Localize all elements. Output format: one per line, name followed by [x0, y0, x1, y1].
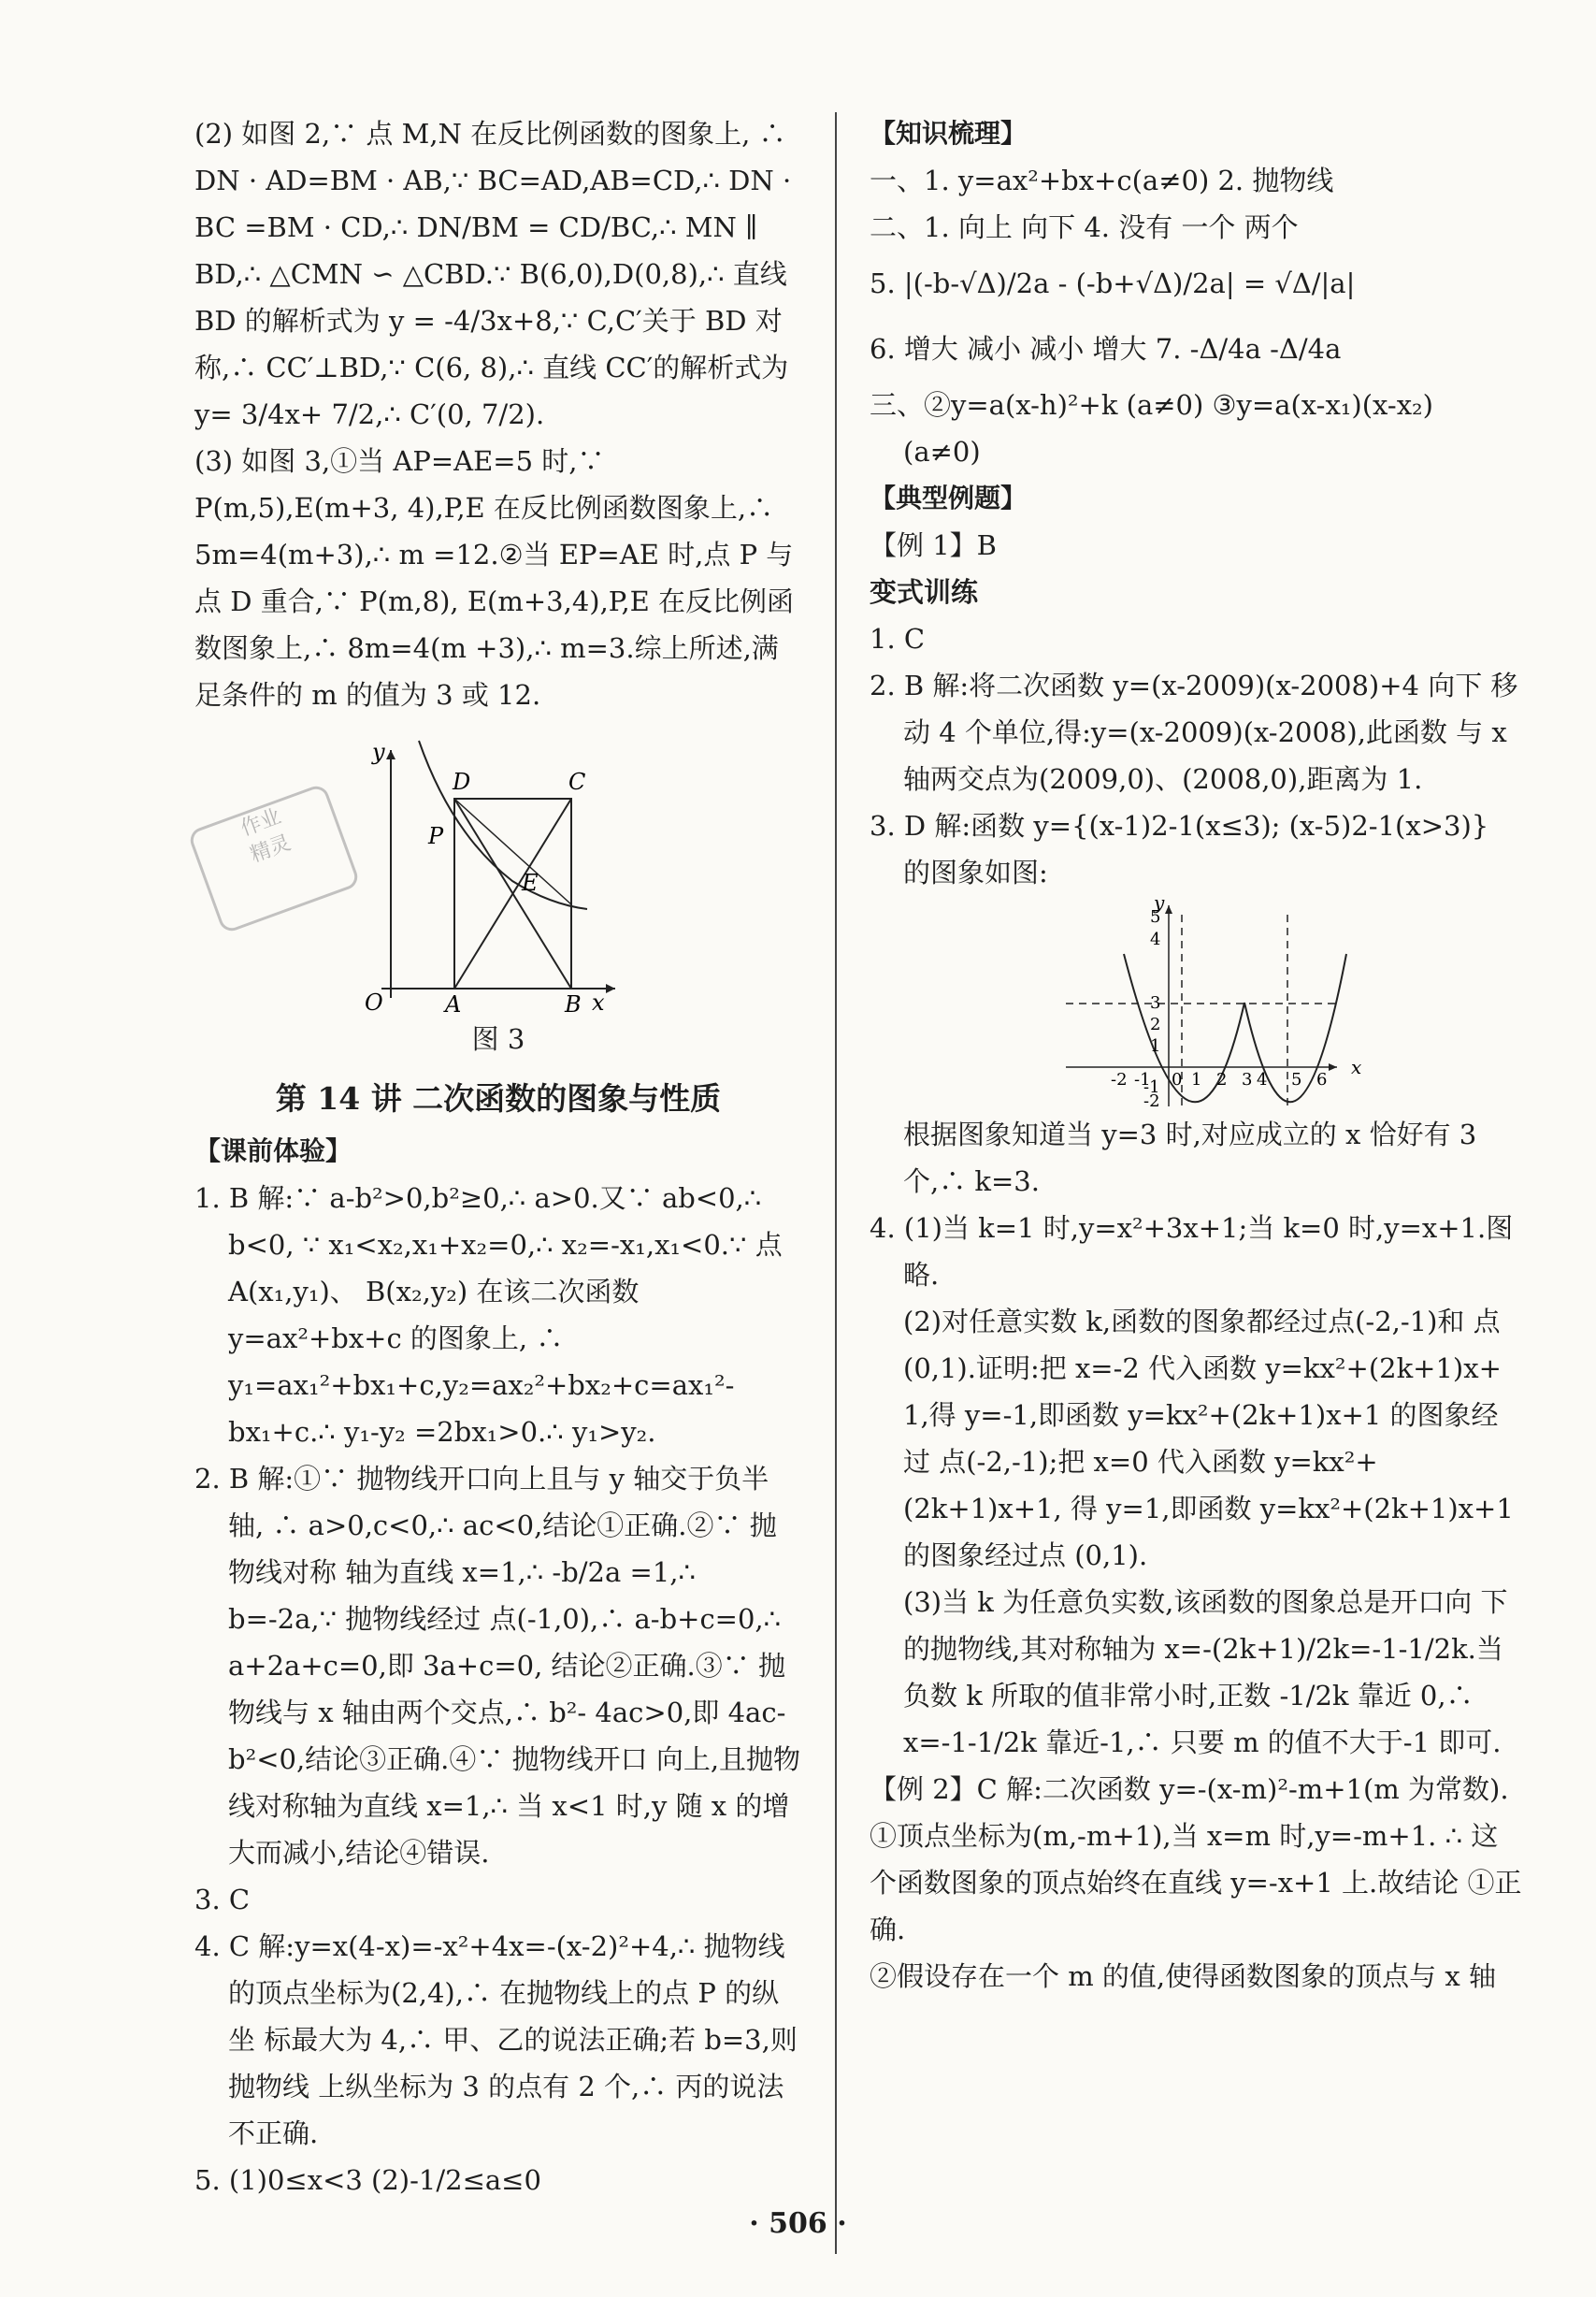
graph-axis-y: y [1154, 896, 1165, 914]
knowledge-2: 二、1. 向上 向下 4. 没有 一个 两个 [870, 211, 1299, 243]
variant-3-conclusion: 根据图象知道当 y=3 时,对应成立的 x 恰好有 3 个,∴ k=3. [903, 1119, 1477, 1197]
example-1: 【例 1】B [870, 529, 997, 561]
tick-y-3: 3 [1150, 993, 1161, 1013]
label-O: O [365, 990, 383, 1012]
tick-y-5: 5 [1150, 907, 1161, 927]
tick-x-6: 6 [1316, 1070, 1328, 1090]
example-2a: 【例 2】C 解:二次函数 y=-(x-m)²-m+1(m 为常数). [870, 1773, 1509, 1805]
variant-4c: (3)当 k 为任意负实数,该函数的图象总是开口向 下的抛物线,其对称轴为 x=-(2k+1)/2k=-1-1/2k.当负数 k 所取的值非常小时,正数 -1/2k 靠近 0,∴ x=-1-1/2k 靠近-1,∴ 只要 m 的值不大于-1 即可. [903, 1586, 1508, 1758]
axis-label-y: y [372, 739, 385, 765]
label-C: C [568, 769, 586, 795]
variant-3-graph [870, 896, 1524, 1111]
label-E: E [522, 870, 539, 896]
variant-3: 3. D 解:函数 y={(x-1)2-1(x≤3); (x-5)2-1(x>3)} 的图象如图: [870, 810, 1489, 888]
tick-y-neg2: -2 [1143, 1091, 1160, 1111]
paragraph-part3: (3) 如图 3,①当 AP=AE=5 时,∵ P(m,5),E(m+3, 4),P,E 在反比例函数图象上,∴ 5m=4(m+3),∴ m =12.②当 EP=AE 时,点 P 与点 D 重合,∵ P(m,8), E(m+3,4),P,E 在反比例函数图象上,∴ 8m=4(m +3),∴ m=3.综上所述,满足条件的 m 的值为 3 或 12. [194, 445, 795, 711]
knowledge-1: 一、1. y=ax²+bx+c(a≠0) 2. 抛物线 [870, 165, 1334, 196]
stamp-text-1: 作业 [237, 804, 285, 842]
section-knowledge: 【知识梳理】 [870, 118, 1028, 149]
label-A: A [445, 991, 462, 1012]
label-P: P [428, 823, 444, 849]
tick-y-neg1: -1 [1143, 1077, 1160, 1097]
tick-y-4: 4 [1150, 930, 1161, 949]
piecewise-graph [870, 896, 1524, 1111]
tick-y-2: 2 [1150, 1015, 1161, 1034]
knowledge-6: 6. 增大 减小 减小 增大 7. -Δ/4a -Δ/4a [870, 333, 1342, 365]
variant-2: 2. B 解:将二次函数 y=(x-2009)(x-2008)+4 向下 移动 4 个单位,得:y=(x-2009)(x-2008),此函数 与 x 轴两交点为(2009,0)、(2008,0),距离为 1. [870, 670, 1518, 795]
tick-y-1: 1 [1150, 1036, 1161, 1056]
tick-x-3: 3 [1242, 1070, 1253, 1090]
tick-x-4: 4 [1257, 1070, 1268, 1090]
page-number: · 506 · [749, 2207, 847, 2240]
axis-label-x: x [592, 990, 605, 1012]
tick-x-2: 2 [1216, 1070, 1228, 1090]
paragraph-part2: (2) 如图 2,∵ 点 M,N 在反比例函数的图象上, ∴ DN · AD=BM · AB,∵ BC=AD,AB=CD,∴ DN · BC =BM · CD,∴ DN/BM = CD/BC,∴ MN ∥ BD,∴ △CMN ∽ △CBD.∵ B(6,0),D(0,8),∴ 直线 BD 的解析式为 y = -4/3x+8,∵ C,C′关于 BD 对称,∴ CC′⊥BD,∵ C(6, 8),∴ 直线 CC′的解析式为 y= 3/4x+ 7/2,∴ C′(0, 7/2). [194, 118, 792, 430]
example-2c: ②假设存在一个 m 的值,使得函数图象的顶点与 x 轴 [870, 1960, 1496, 1992]
column-divider [835, 112, 837, 2254]
knowledge-5: 5. |(-b-√Δ)/2a - (-b+√Δ)/2a| = √Δ/|a| [870, 267, 1356, 299]
graph-axis-x: x [1351, 1056, 1362, 1078]
answer-3: 3. C [194, 1884, 251, 1915]
knowledge-3b: (a≠0) [903, 436, 981, 468]
tick-x-1: 1 [1191, 1070, 1202, 1090]
right-column [870, 110, 1524, 2000]
tick-x-5: 5 [1291, 1070, 1302, 1090]
answer-5: 5. (1)0≤x<3 (2)-1/2≤a≤0 [194, 2164, 541, 2196]
tick-x-neg2: -2 [1111, 1070, 1128, 1090]
stamp-text-2: 精灵 [247, 831, 295, 868]
label-D: D [453, 769, 471, 795]
left-column [194, 110, 802, 2203]
tick-x-neg1: -1 [1134, 1070, 1151, 1090]
variant-training: 变式训练 [870, 576, 979, 608]
variant-1: 1. C [870, 623, 926, 655]
variant-4a: 4. (1)当 k=1 时,y=x²+3x+1;当 k=0 时,y=x+1.图略. [870, 1212, 1514, 1291]
variant-4b: (2)对任意实数 k,函数的图象都经过点(-2,-1)和 点(0,1).证明:把 x=-2 代入函数 y=kx²+(2k+1)x+ 1,得 y=-1,即函数 y=kx²+(2k+1)x+1 的图象经过 点(-2,-1);把 x=0 代入函数 y=kx²+(2k+1)x+1, 得 y=1,即函数 y=kx²+(2k+1)x+1 的图象经过点 (0,1). [903, 1306, 1514, 1571]
example-2b: ①顶点坐标为(m,-m+1),当 x=m 时,y=-m+1. ∴ 这个函数图象的顶点始终在直线 y=-x+1 上.故结论 ①正确. [870, 1820, 1522, 1945]
section-examples: 【典型例题】 [870, 483, 1028, 513]
lecture-title: 第 14 讲 二次函数的图象与性质 [275, 1080, 722, 1117]
label-B: B [565, 991, 582, 1012]
figure-3-caption: 图 3 [471, 1023, 525, 1055]
answer-1: 1. B 解:∵ a-b²>0,b²≥0,∴ a>0.又∵ ab<0,∴ b<0, ∵ x₁<x₂,x₁+x₂=0,∴ x₂=-x₁,x₁<0.∵ 点 A(x₁,y₁)、 B(x₂,y₂) 在该二次函数 y=ax²+bx+c 的图象上, ∴ y₁=ax₁²+bx₁+c,y₂=ax₂²+bx₂+c=ax₁²-bx₁+c.∴ y₁-y₂ =2bx₁>0.∴ y₁>y₂. [194, 1182, 783, 1448]
knowledge-3a: 三、②y=a(x-h)²+k (a≠0) ③y=a(x-x₁)(x-x₂) [870, 389, 1433, 421]
tick-x-0: 0 [1172, 1070, 1183, 1090]
section-pre-experience: 【课前体验】 [194, 1135, 352, 1166]
answer-2: 2. B 解:①∵ 抛物线开口向上且与 y 轴交于负半轴, ∴ a>0,c<0,∴ ac<0,结论①正确.②∵ 抛物线对称 轴为直线 x=1,∴ -b/2a =1,∴ b=-2a,∵ 抛物线经过 点(-1,0),∴ a-b+c=0,∴ a+2a+c=0,即 3a+c=0, 结论②正确.③∵ 抛物线与 x 轴由两个交点,∴ b²- 4ac>0,即 4ac-b²<0,结论③正确.④∵ 抛物线开口 向上,且抛物线对称轴为直线 x=1,∴ 当 x<1 时,y 随 x 的增大而减小,结论④错误. [194, 1463, 801, 1869]
answer-4: 4. C 解:y=x(4-x)=-x²+4x=-(x-2)²+4,∴ 抛物线 的顶点坐标为(2,4),∴ 在抛物线上的点 P 的纵坐 标最大为 4,∴ 甲、乙的说法正确;若 b=3,则抛物线 上纵坐标为 3 的点有 2 个,∴ 丙的说法不正确. [194, 1930, 798, 2149]
